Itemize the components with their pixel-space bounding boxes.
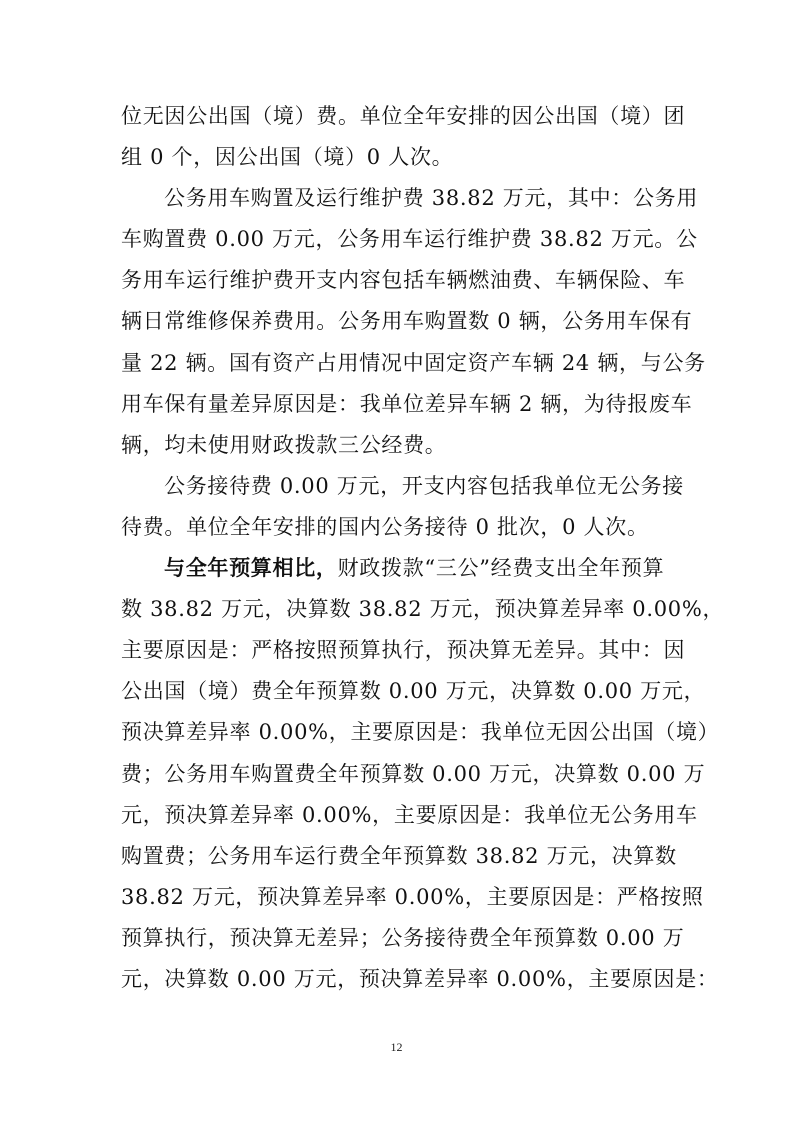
- text-line: 量 22 辆。国有资产占用情况中固定资产车辆 24 辆，与公务: [121, 350, 706, 375]
- text-line-lead: [121, 548, 673, 589]
- paragraph-outbound-travel: [121, 96, 686, 178]
- text-line: 费；公务用车购置费全年预算数 0.00 万元，决算数 0.00 万: [121, 761, 706, 786]
- text-line: 购置费；公务用车运行费全年预算数 38.82 万元，决算数: [121, 843, 677, 868]
- text-line: 公出国（境）费全年预算数 0.00 万元，决算数 0.00 万元，: [121, 679, 706, 704]
- text-line: 数 38.82 万元，决算数 38.82 万元，预决算差异率 0.00%，: [121, 597, 725, 622]
- text-line: 元，预决算差异率 0.00%，主要原因是：我单位无公务用车: [121, 802, 698, 827]
- text-line: 预算执行，预决算无差异；公务接待费全年预算数 0.00 万: [121, 925, 685, 950]
- text-line: 公务接待费 0.00 万元，开支内容包括我单位无公务接: [164, 473, 685, 498]
- page-number: 12: [390, 1040, 403, 1054]
- lead-line-rest: 财政拨款“三公”经费支出全年预算: [337, 556, 665, 581]
- text-line: 用车保有量差异原因是：我单位差异车辆 2 辆，为待报废车: [121, 391, 693, 416]
- text-line: 辆日常维修保养费用。公务用车购置数 0 辆，公务用车保有: [121, 309, 693, 334]
- text-line: 元，决算数 0.00 万元，预决算差异率 0.00%，主要原因是：: [121, 966, 719, 991]
- text-line: 主要原因是：严格按照预算执行，预决算无差异。其中：因: [121, 638, 686, 663]
- text-line: 预决算差异率 0.00%，主要原因是：我单位无因公出国（境）: [121, 720, 720, 745]
- text-line: 务用车运行维护费开支内容包括车辆燃油费、车辆保险、车: [121, 268, 686, 293]
- text-line: 38.82 万元，预决算差异率 0.00%，主要原因是：严格按照: [121, 884, 704, 909]
- paragraph-official-vehicles: [121, 178, 706, 466]
- text-line: 辆，均未使用财政拨款三公经费。: [121, 432, 447, 457]
- text-line: 组 0 个，因公出国（境）0 人次。: [121, 145, 454, 170]
- text-line: 公务用车购置及运行维护费 38.82 万元，其中：公务用: [164, 186, 699, 211]
- text-line: 待费。单位全年安排的国内公务接待 0 批次，0 人次。: [121, 514, 649, 539]
- bold-lead-phrase: 与全年预算相比，: [164, 556, 338, 581]
- paragraph-official-reception: [121, 466, 685, 548]
- text-line: 位无因公出国（境）费。单位全年安排的因公出国（境）团: [121, 104, 686, 128]
- paragraph-budget-comparison: [121, 548, 725, 1000]
- text-line: 车购置费 0.00 万元，公务用车运行维护费 38.82 万元。公: [121, 227, 698, 252]
- document-body: [121, 96, 725, 1000]
